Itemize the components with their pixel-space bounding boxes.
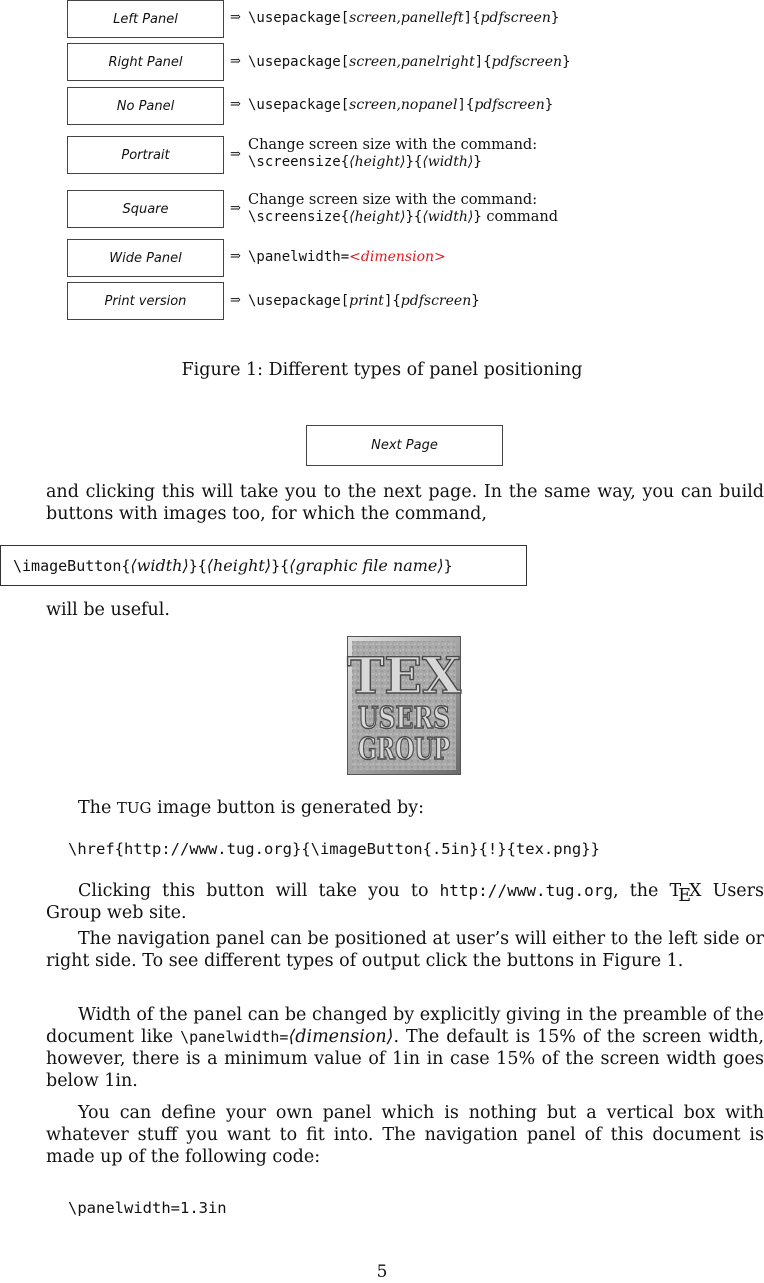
- figure-caption: Figure 1: Different types of panel positioning: [181, 360, 583, 380]
- paragraph: will be useful.: [46, 600, 170, 620]
- portrait-command: Change screen size with the command: \screensize{⟨height⟩}{⟨width⟩}: [248, 137, 538, 170]
- arrow-icon: ⇒: [230, 147, 241, 162]
- no-panel-button[interactable]: No Panel: [67, 87, 224, 125]
- arrow-icon: ⇒: [230, 54, 241, 69]
- code-href-imagebutton: \href{http://www.tug.org}{\imageButton{.5in}{!}{tex.png}}: [68, 840, 600, 858]
- paragraph: The navigation panel can be positioned at user’s will either to the left side or right side. To see different types of output click the buttons in Figure 1.: [46, 929, 764, 971]
- code-panelwidth: \panelwidth=1.3in: [68, 1199, 227, 1217]
- svg-text:USERS: USERS: [358, 701, 450, 736]
- paragraph: You can define your own panel which is nothing but a vertical box with whatever stuff you want to fit into. The navigation panel of this document is made up of the following code:: [46, 1103, 764, 1167]
- svg-text:GROUP: GROUP: [358, 732, 450, 767]
- next-page-button[interactable]: Next Page: [306, 425, 503, 466]
- right-panel-command: \usepackage[screen,panelright]{pdfscreen}: [248, 54, 571, 70]
- paragraph: The TUG image button is generated by:: [78, 798, 424, 818]
- print-version-command: \usepackage[print]{pdfscreen}: [248, 293, 480, 309]
- arrow-icon: ⇒: [230, 249, 241, 264]
- paragraph: Clicking this button will take you to http://www.tug.org, the TEX Users Group web site.: [46, 881, 764, 923]
- no-panel-command: \usepackage[screen,nopanel]{pdfscreen}: [248, 97, 554, 113]
- paragraph: and clicking this will take you to the next page. In the same way, you can build buttons with images too, for which the command,: [46, 482, 764, 524]
- tug-url-link[interactable]: http://www.tug.org: [439, 881, 614, 900]
- tug-logo-image-button[interactable]: [347, 636, 461, 775]
- svg-text:TEX: TEX: [346, 646, 462, 705]
- arrow-icon: ⇒: [230, 97, 241, 112]
- tug-logo-icon: [348, 637, 460, 774]
- arrow-icon: ⇒: [230, 10, 241, 25]
- right-panel-button[interactable]: Right Panel: [67, 43, 224, 81]
- imagebutton-command-box: \imageButton{ ⟨width⟩ }{ ⟨height⟩ }{ ⟨graphic file name⟩ }: [0, 545, 527, 586]
- page-number: 5: [376, 1262, 388, 1282]
- square-button[interactable]: Square: [67, 190, 224, 228]
- print-version-button[interactable]: Print version: [67, 282, 224, 320]
- portrait-button[interactable]: Portrait: [67, 136, 224, 174]
- left-panel-button[interactable]: Left Panel: [67, 0, 224, 38]
- wide-panel-command: \panelwidth=<dimension>: [248, 249, 446, 265]
- left-panel-command: \usepackage[screen,panelleft]{pdfscreen}: [248, 10, 560, 26]
- paragraph: Width of the panel can be changed by explicitly giving in the preamble of the document like \panelwidth=⟨dimension⟩. The default is 15% of the screen width, however, there is a minimum value of 1in in case 15% of the screen width goes below 1in.: [46, 1005, 764, 1091]
- wide-panel-button[interactable]: Wide Panel: [67, 239, 224, 277]
- square-command: Change screen size with the command: \screensize{⟨height⟩}{⟨width⟩} command: [248, 192, 558, 225]
- arrow-icon: ⇒: [230, 201, 241, 216]
- arrow-icon: ⇒: [230, 293, 241, 308]
